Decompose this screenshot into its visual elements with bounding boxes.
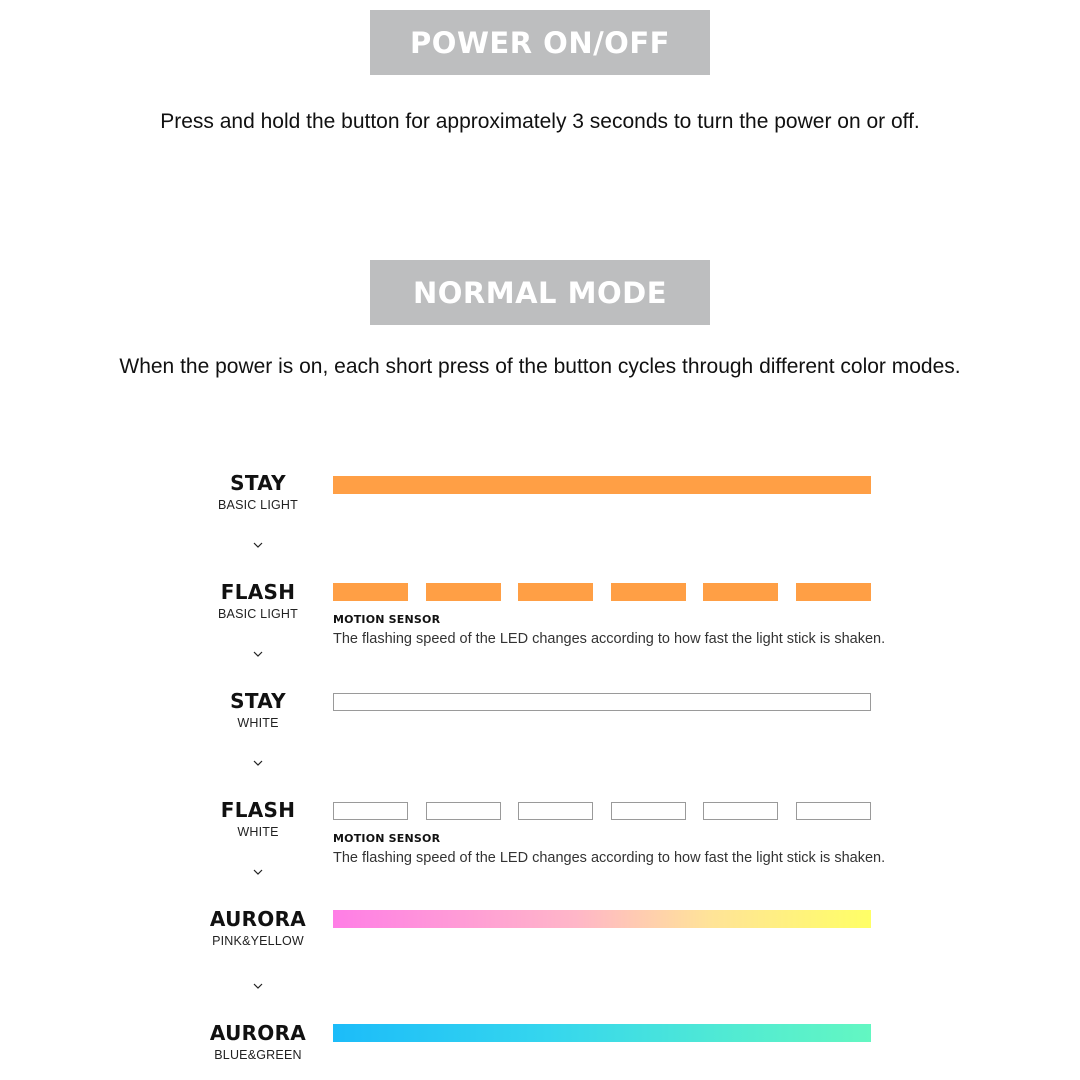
flash-segment [518, 583, 593, 601]
flash-segment [333, 583, 408, 601]
chevron-down-icon [252, 980, 264, 992]
normal-mode-banner [370, 260, 710, 325]
flash-segment [796, 583, 871, 601]
motion-sensor-text: The flashing speed of the LED changes according to how fast the light stick is shaken. [333, 631, 886, 647]
mode-name: AURORA [209, 907, 307, 931]
mode-subtitle: BASIC LIGHT [218, 498, 298, 512]
motion-sensor-text: The flashing speed of the LED changes according to how fast the light stick is shaken. [333, 850, 886, 866]
flash-segment [611, 802, 686, 820]
power-description: Press and hold the button for approximately 3 seconds to turn the power on or off. [160, 110, 920, 133]
flash-segment [611, 583, 686, 601]
stay-orange-bar [333, 476, 871, 494]
chevron-down-icon [252, 866, 264, 878]
stay-white-bar [333, 693, 871, 711]
normal-mode-description: When the power is on, each short press of the button cycles through different color modes. [119, 355, 961, 378]
normal-mode-title: NORMAL MODE [412, 275, 668, 310]
flash-segment [796, 802, 871, 820]
mode-name: FLASH [220, 798, 296, 822]
mode-subtitle: WHITE [237, 825, 279, 839]
power-section-banner [370, 10, 710, 75]
mode-subtitle: WHITE [237, 716, 279, 730]
motion-sensor-title: MOTION SENSOR [333, 613, 441, 626]
mode-subtitle: BASIC LIGHT [218, 607, 298, 621]
flash-segment [426, 802, 501, 820]
mode-subtitle: PINK&YELLOW [212, 934, 304, 948]
mode-name: STAY [230, 471, 286, 495]
flash-segment [426, 583, 501, 601]
flash-segment [333, 802, 408, 820]
mode-name: FLASH [220, 580, 296, 604]
power-section-title: POWER ON/OFF [410, 25, 670, 60]
chevron-down-icon [252, 539, 264, 551]
motion-sensor-title: MOTION SENSOR [333, 832, 441, 845]
aurora-blue-green-bar [333, 1024, 871, 1042]
mode-subtitle: BLUE&GREEN [214, 1048, 302, 1062]
flash-segment [703, 583, 778, 601]
chevron-down-icon [252, 757, 264, 769]
mode-name: AURORA [209, 1021, 307, 1045]
flash-segment [518, 802, 593, 820]
aurora-pink-yellow-bar [333, 910, 871, 928]
chevron-down-icon [252, 648, 264, 660]
mode-name: STAY [230, 689, 286, 713]
flash-segment [703, 802, 778, 820]
